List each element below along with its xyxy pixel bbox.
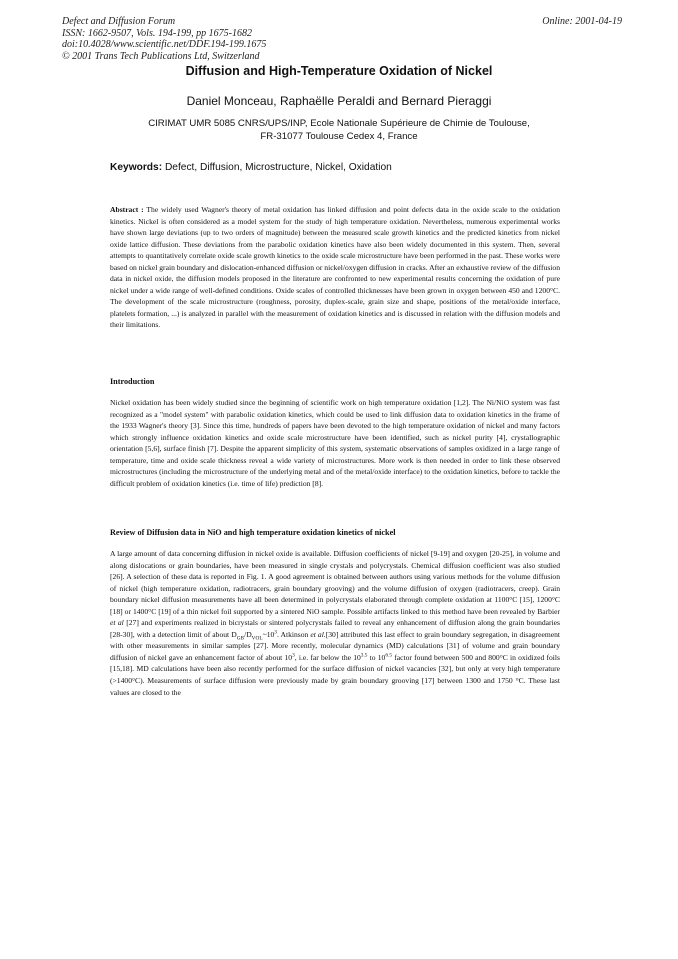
review-text-3: /D bbox=[244, 629, 252, 639]
copyright-line: © 2001 Trans Tech Publications Ltd, Switzerland bbox=[62, 50, 260, 62]
review-etal-2: et al. bbox=[310, 629, 326, 639]
affiliation-line-1: CIRIMAT UMR 5085 CNRS/UPS/INP, Ecole Nationale Supérieure de Chimie de Toulouse, bbox=[148, 118, 530, 129]
abstract-text: The widely used Wagner's theory of metal oxidation has linked diffusion and point defects data in the oxide scale to the oxidation kinetics. Nickel is often considered as a model system for the study of high temperature oxidation. Nevertheless, numerous experimental works have shown large deviations (up to two orders of magnitude) between the measured scale growth kinetics and the predicted kinetics from nickel oxide lattice diffusion. These deviations from the parabolic oxidation kinetics have also been widely documented in this system. Then, several attempts to quantitatively correlate oxide scale growth kinetics to the oxide scale microstructure have been performed in the past. These works were based on nickel grain boundary and dislocation-enhanced diffusion or nickel/oxygen diffusion in cracks. After an exhaustive review of the diffusion data in nickel oxide, the diffusion models proposed in the literature are confronted to new experimental results concerning the oxidation of pure nickel under a wide range of well-defined conditions. Oxide scales of controlled thicknesses have been grown in oxygen between 450 and 1200°C. The development of the scale microstructure (roughness, porosity, duplex-scale, grain size and shape, positions of the metal/oxide interface, platelets formation, ...) is analyzed in parallel with the measurement of oxidation kinetics and is discussed in relation with the diffusion models and their limitations. bbox=[110, 205, 561, 330]
introduction-heading: Introduction bbox=[110, 377, 155, 386]
review-text-1: A large amount of data concerning diffusion in nickel oxide is available. Diffusion coefficients of nickel [9-19] and oxygen [20-25], in volume and along dislocations or grain boundaries, have been measured in single crystals and polycrystals. Chemical diffusion coefficient was also studied [26]. A selection of these data is reported in Fig. 1. A good agreement is obtained between authors using various methods for the volume diffusion of nickel (high temperature oxidation, radiotracers, grain boundary grooving) and the volume diffusion of oxygen (radiotracers, creep). Grain boundary nickel diffusion measurements have all been determined in polycrystals elaborated through complete oxidation at 1100°C [15], 1200°C [18] or 1400°C [19] of a thin nickel foil supported by a sintered NiO sample. Possible artifacts linked to this method have been revealed by Barbier bbox=[110, 549, 560, 616]
review-sub-gb: GB bbox=[236, 635, 245, 642]
abstract-paragraph bbox=[110, 204, 560, 331]
introduction-paragraph: Nickel oxidation has been widely studied since the beginning of scientific work on high temperature oxidation [1,2]. The Ni/NiO system was fast recognized as a "model system" with parabolic oxidation kinetics, which could be used to link diffusion data to oxidation kinetics in the frame of the 1933 Wagner's theory [3]. Since this time, hundreds of papers have been devoted to the high temperature oxidation of nickel and many factors which strongly influence oxidation kinetics and oxide scale microstructure have been identified, such as nickel purity [4], crystallographic orientation [5,6], surface finish [7]. Despite the apparent simplicity of this system, systematic observations of samples oxidized in a large range of temperature, time and oxide scale thickness reveal a wide variety of microstructures. More work is then needed in order to link these observed microstructures (including the microstructure of the underlying metal and of the metal/oxide interface) to the oxidation kinetics, before to tackle the difficult problem of oxidation kinetics (i.e. time of life) prediction [8]. bbox=[110, 398, 560, 488]
review-sup-3a: 3 bbox=[274, 629, 277, 636]
online-date: Online: 2001-04-19 bbox=[542, 16, 622, 27]
paper-title: Diffusion and High-Temperature Oxidation of Nickel bbox=[185, 64, 493, 78]
doi-line[interactable]: doi:10.4028/www.scientific.net/DDF.194-199.1675 bbox=[62, 39, 267, 50]
review-text-2: [27] and experiments realized in bicrystals or sintered polycrystals failed to reveal any enhancement of diffusion along the grain boundaries [28-30], with a detection limit of about D bbox=[110, 618, 560, 639]
affiliation-line-2: FR-31077 Toulouse Cedex 4, France bbox=[260, 130, 418, 142]
review-text-4: ~10 bbox=[262, 629, 275, 639]
issn-line: ISSN: 1662-9507, Vols. 194-199, pp 1675-1682 bbox=[62, 27, 252, 39]
journal-name: Defect and Diffusion Forum bbox=[62, 16, 176, 27]
keywords-label: Keywords: bbox=[110, 162, 163, 173]
review-sup-65: 6.5 bbox=[385, 652, 392, 659]
review-etal-1: et al bbox=[110, 618, 124, 628]
review-text-9: factor found between 500 and 800°C in oxidized foils [15,18]. MD calculations have been also recently performed for the surface diffusion of nickel vacancies [32], but only at very high temperature (>1400°C). Measurements of surface diffusion were previously made by grain boundary grooving [17] between 1300 and 1750 °C. These last values are closed to the bbox=[110, 652, 560, 697]
review-sub-vol: VOL bbox=[251, 635, 263, 642]
review-sup-35: 3.5 bbox=[360, 652, 368, 659]
abstract-label: Abstract : bbox=[110, 205, 144, 214]
keywords-list: Defect, Diffusion, Microstructure, Nickel, Oxidation bbox=[164, 162, 392, 173]
keywords bbox=[110, 162, 392, 173]
review-sup-3b: 3 bbox=[292, 652, 295, 659]
review-text-6: [30] attributed this last effect to grain boundary segregation, in disagreement with other measurements in similar samples [27]. More recently, molecular dynamics (MD) calculations [31] of volume and grain boundary diffusion of nickel gave an enhancement factor of about 10 bbox=[110, 629, 560, 662]
review-heading: Review of Diffusion data in NiO and high temperature oxidation kinetics of nickel bbox=[110, 528, 396, 537]
review-text-7: , i.e. far below the 10 bbox=[294, 652, 361, 662]
review-text-5: . Atkinson bbox=[276, 629, 311, 639]
review-text-8: to 10 bbox=[367, 652, 386, 662]
publication-header bbox=[62, 16, 622, 62]
review-paragraph bbox=[110, 548, 560, 698]
affiliation bbox=[0, 118, 678, 143]
paper-authors: Daniel Monceau, Raphaëlle Peraldi and Bernard Pieraggi bbox=[186, 94, 492, 108]
